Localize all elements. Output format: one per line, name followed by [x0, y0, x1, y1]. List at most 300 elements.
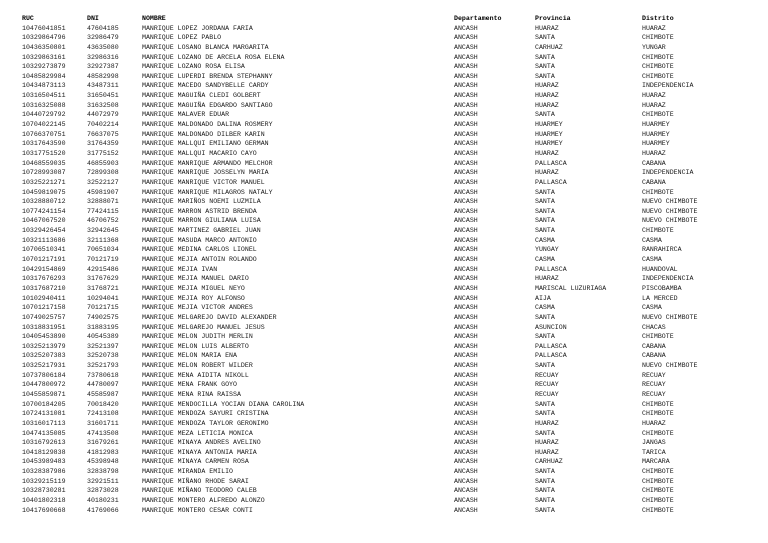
- cell-ruc: 10329864796: [22, 34, 66, 42]
- cell-dni: 46706752: [87, 217, 119, 225]
- cell-departamento: ANCASH: [454, 256, 478, 264]
- cell-ruc: 10328387986: [22, 468, 66, 476]
- table-row: [22, 371, 762, 381]
- table-row: [22, 323, 762, 333]
- cell-nombre: MANRIQUE LOZANO DE ARCELA ROSA ELENA: [142, 53, 285, 61]
- cell-nombre: MANRIQUE MEJIA ANTOIN ROLANDO: [142, 256, 257, 264]
- cell-dni: 32921511: [87, 477, 119, 485]
- cell-provincia: SANTA: [535, 497, 555, 505]
- cell-departamento: ANCASH: [454, 207, 478, 215]
- cell-departamento: ANCASH: [454, 371, 478, 379]
- cell-ruc: 10321113686: [22, 236, 66, 244]
- cell-distrito: CHIMBOTE: [642, 333, 674, 341]
- table-row: [22, 236, 762, 246]
- cell-departamento: ANCASH: [454, 333, 478, 341]
- table-header-row: [22, 14, 762, 24]
- cell-departamento: ANCASH: [454, 448, 478, 456]
- cell-provincia: SANTA: [535, 333, 555, 341]
- cell-provincia: ASUNCION: [535, 323, 567, 331]
- cell-nombre: MANRIQUE MINAYA CARMEN ROSA: [142, 458, 249, 466]
- cell-ruc: 10325207383: [22, 352, 66, 360]
- cell-provincia: SANTA: [535, 362, 555, 370]
- cell-provincia: HUARAZ: [535, 169, 559, 177]
- cell-dni: 70651034: [87, 246, 119, 254]
- cell-ruc: 10455859871: [22, 390, 66, 398]
- table-row: [22, 429, 762, 439]
- header-ruc: RUC: [22, 15, 34, 22]
- header-dni: DNI: [87, 15, 99, 22]
- cell-nombre: MANRIQUE MENA AIDITA NIKOLL: [142, 371, 249, 379]
- cell-nombre: MANRIQUE MINAYA ANTONIA MARIA: [142, 448, 257, 456]
- cell-provincia: SANTA: [535, 400, 555, 408]
- cell-provincia: HUARAZ: [535, 149, 559, 157]
- cell-distrito: CHIMBOTE: [642, 497, 674, 505]
- cell-departamento: ANCASH: [454, 362, 478, 370]
- cell-dni: 47413508: [87, 429, 119, 437]
- cell-nombre: MANRIQUE MEJIA VICTOR ANDRES: [142, 304, 253, 312]
- header-provincia: Provincia: [535, 15, 571, 22]
- cell-provincia: SANTA: [535, 53, 555, 61]
- table-row: [22, 477, 762, 487]
- cell-dni: 41812983: [87, 448, 119, 456]
- taxpayer-table: [22, 14, 762, 515]
- cell-dni: 31764359: [87, 140, 119, 148]
- cell-provincia: SANTA: [535, 487, 555, 495]
- cell-provincia: SANTA: [535, 188, 555, 196]
- cell-distrito: CHIMBOTE: [642, 410, 674, 418]
- cell-dni: 74902575: [87, 313, 119, 321]
- cell-ruc: 10325213979: [22, 342, 66, 350]
- cell-dni: 32520738: [87, 352, 119, 360]
- cell-departamento: ANCASH: [454, 294, 478, 302]
- cell-nombre: MANRIQUE MENA FRANK GOYO: [142, 381, 237, 389]
- cell-ruc: 10317676293: [22, 275, 66, 283]
- table-row: [22, 294, 762, 304]
- table-row: [22, 400, 762, 410]
- cell-provincia: SANTA: [535, 111, 555, 119]
- cell-departamento: ANCASH: [454, 458, 478, 466]
- cell-provincia: PALLASCA: [535, 352, 567, 360]
- cell-dni: 72899308: [87, 169, 119, 177]
- cell-distrito: RECUAY: [642, 390, 666, 398]
- cell-ruc: 10476041851: [22, 24, 66, 32]
- cell-dni: 40180231: [87, 497, 119, 505]
- cell-ruc: 10436350801: [22, 43, 66, 51]
- cell-departamento: ANCASH: [454, 101, 478, 109]
- cell-distrito: LA MERCED: [642, 294, 678, 302]
- cell-departamento: ANCASH: [454, 188, 478, 196]
- cell-dni: 31632508: [87, 101, 119, 109]
- cell-dni: 31767629: [87, 275, 119, 283]
- cell-dni: 10294041: [87, 294, 119, 302]
- cell-nombre: MANRIQUE LOPEZ JORDANA FARIA: [142, 24, 253, 32]
- cell-distrito: JANGAS: [642, 439, 666, 447]
- table-row: [22, 351, 762, 361]
- cell-departamento: ANCASH: [454, 265, 478, 273]
- header-distrito: Distrito: [642, 15, 674, 22]
- table-row: [22, 24, 762, 34]
- cell-provincia: SANTA: [535, 429, 555, 437]
- cell-ruc: 10316325088: [22, 101, 66, 109]
- table-row: [22, 207, 762, 217]
- cell-distrito: HUARAZ: [642, 24, 666, 32]
- cell-provincia: HUARAZ: [535, 419, 559, 427]
- cell-dni: 45981907: [87, 188, 119, 196]
- cell-departamento: ANCASH: [454, 169, 478, 177]
- cell-distrito: CHACAS: [642, 323, 666, 331]
- cell-distrito: CHIMBOTE: [642, 34, 674, 42]
- cell-ruc: 10328730281: [22, 487, 66, 495]
- cell-ruc: 10329215119: [22, 477, 66, 485]
- cell-ruc: 10318831951: [22, 323, 66, 331]
- cell-distrito: CHIMBOTE: [642, 400, 674, 408]
- cell-ruc: 10467067520: [22, 217, 66, 225]
- cell-dni: 31883195: [87, 323, 119, 331]
- cell-nombre: MANRIQUE MENDOZA SAYURI CRISTINA: [142, 410, 269, 418]
- cell-nombre: MANRIQUE MAGUIÑA EDGARDO SANTIAGO: [142, 101, 273, 109]
- cell-provincia: HUARMEY: [535, 140, 563, 148]
- cell-nombre: MANRIQUE MASUDA MARCO ANTONIO: [142, 236, 257, 244]
- cell-nombre: MANRIQUE MARIÑOS NOEMI LUZMILA: [142, 198, 261, 206]
- cell-provincia: HUARAZ: [535, 24, 559, 32]
- cell-ruc: 10325217931: [22, 362, 66, 370]
- cell-distrito: CHIMBOTE: [642, 487, 674, 495]
- table-row: [22, 506, 762, 516]
- cell-provincia: RECUAY: [535, 390, 559, 398]
- cell-dni: 77424115: [87, 207, 119, 215]
- cell-nombre: MANRIQUE MIÑANO TEODORO CALEB: [142, 487, 257, 495]
- table-row: [22, 245, 762, 255]
- cell-distrito: RECUAY: [642, 371, 666, 379]
- cell-departamento: ANCASH: [454, 419, 478, 427]
- cell-departamento: ANCASH: [454, 487, 478, 495]
- cell-distrito: CHIMBOTE: [642, 188, 674, 196]
- cell-nombre: MANRIQUE MELON LUIS ALBERTO: [142, 342, 249, 350]
- cell-provincia: SANTA: [535, 63, 555, 71]
- cell-dni: 45585987: [87, 390, 119, 398]
- cell-nombre: MANRIQUE LOSANO BLANCA MARGARITA: [142, 43, 269, 51]
- table-row: [22, 72, 762, 82]
- cell-ruc: 10440729792: [22, 111, 66, 119]
- cell-distrito: YUNGAR: [642, 43, 666, 51]
- cell-departamento: ANCASH: [454, 304, 478, 312]
- cell-departamento: ANCASH: [454, 121, 478, 129]
- cell-nombre: MANRIQUE MELGAREJO DAVID ALEXANDER: [142, 313, 277, 321]
- cell-dni: 32873028: [87, 487, 119, 495]
- cell-departamento: ANCASH: [454, 92, 478, 100]
- table-row: [22, 342, 762, 352]
- cell-dni: 48582998: [87, 72, 119, 80]
- cell-ruc: 10468559035: [22, 159, 66, 167]
- cell-distrito: INDEPENDENCIA: [642, 82, 694, 90]
- cell-provincia: CARHUAZ: [535, 43, 563, 51]
- cell-distrito: HUARMEY: [642, 130, 670, 138]
- cell-dni: 32521397: [87, 342, 119, 350]
- cell-dni: 44072979: [87, 111, 119, 119]
- cell-departamento: ANCASH: [454, 468, 478, 476]
- cell-nombre: MANRIQUE MIÑANO RHODE SARAI: [142, 477, 249, 485]
- cell-distrito: CHIMBOTE: [642, 53, 674, 61]
- cell-departamento: ANCASH: [454, 43, 478, 51]
- cell-distrito: CHIMBOTE: [642, 72, 674, 80]
- cell-nombre: MANRIQUE MANRIQUE MILAGROS NATALY: [142, 188, 273, 196]
- cell-dni: 32111368: [87, 236, 119, 244]
- cell-provincia: PALLASCA: [535, 178, 567, 186]
- table-row: [22, 448, 762, 458]
- cell-dni: 31775152: [87, 149, 119, 157]
- cell-nombre: MANRIQUE MALLQUI EMILIANO GERMAN: [142, 140, 269, 148]
- cell-departamento: ANCASH: [454, 159, 478, 167]
- cell-distrito: HUARMEY: [642, 121, 670, 129]
- cell-ruc: 10474135085: [22, 429, 66, 437]
- header-nombre: NOMBRE: [142, 15, 166, 22]
- cell-nombre: MANRIQUE MEJIA ROY ALFONSO: [142, 294, 245, 302]
- table-row: [22, 419, 762, 429]
- cell-ruc: 10401802318: [22, 497, 66, 505]
- cell-departamento: ANCASH: [454, 198, 478, 206]
- table-row: [22, 216, 762, 226]
- cell-distrito: INDEPENDENCIA: [642, 275, 694, 283]
- cell-departamento: ANCASH: [454, 497, 478, 505]
- cell-provincia: RECUAY: [535, 371, 559, 379]
- cell-distrito: INDEPENDENCIA: [642, 169, 694, 177]
- cell-ruc: 10700184205: [22, 400, 66, 408]
- cell-nombre: MANRIQUE MELON ROBERT WILDER: [142, 362, 253, 370]
- cell-provincia: HUARAZ: [535, 448, 559, 456]
- table-row: [22, 361, 762, 371]
- cell-nombre: MANRIQUE MARRON GIULIANA LUISA: [142, 217, 261, 225]
- cell-provincia: PALLASCA: [535, 159, 567, 167]
- cell-dni: 32942645: [87, 227, 119, 235]
- cell-departamento: ANCASH: [454, 53, 478, 61]
- table-row: [22, 43, 762, 53]
- cell-provincia: SANTA: [535, 34, 555, 42]
- cell-dni: 31650451: [87, 92, 119, 100]
- cell-nombre: MANRIQUE MALLQUI MACARIO CAYO: [142, 149, 257, 157]
- cell-distrito: HUARAZ: [642, 419, 666, 427]
- cell-dni: 42915486: [87, 265, 119, 273]
- cell-provincia: CASMA: [535, 256, 555, 264]
- cell-dni: 70121719: [87, 256, 119, 264]
- cell-nombre: MANRIQUE LOPEZ PABLO: [142, 34, 222, 42]
- cell-ruc: 10724131081: [22, 410, 66, 418]
- cell-distrito: CASMA: [642, 304, 662, 312]
- cell-ruc: 10316792613: [22, 439, 66, 447]
- cell-distrito: CHIMBOTE: [642, 468, 674, 476]
- cell-dni: 32521793: [87, 362, 119, 370]
- table-row: [22, 265, 762, 275]
- cell-nombre: MANRIQUE MARTINEZ GABRIEL JUAN: [142, 227, 261, 235]
- cell-nombre: MANRIQUE MENDOCILLA YOCIAN DIANA CAROLINA: [142, 400, 305, 408]
- cell-distrito: CASMA: [642, 256, 662, 264]
- cell-provincia: HUARAZ: [535, 101, 559, 109]
- cell-dni: 70402214: [87, 121, 119, 129]
- table-row: [22, 33, 762, 43]
- cell-nombre: MANRIQUE MIRANDA EMILIO: [142, 468, 234, 476]
- cell-distrito: CABANA: [642, 342, 666, 350]
- cell-ruc: 10102940411: [22, 294, 66, 302]
- cell-departamento: ANCASH: [454, 275, 478, 283]
- table-row: [22, 284, 762, 294]
- table-row: [22, 255, 762, 265]
- cell-distrito: NUEVO CHIMBOTE: [642, 362, 698, 370]
- cell-nombre: MANRIQUE MARRON ASTRID BRENDA: [142, 207, 257, 215]
- cell-nombre: MANRIQUE MENDOZA TAYLOR GERONIMO: [142, 419, 269, 427]
- cell-nombre: MANRIQUE MEZA LETICIA MONICA: [142, 429, 253, 437]
- cell-departamento: ANCASH: [454, 34, 478, 42]
- cell-dni: 32838798: [87, 468, 119, 476]
- cell-distrito: TARICA: [642, 448, 666, 456]
- cell-nombre: MANRIQUE MENA RINA RAISSA: [142, 390, 241, 398]
- cell-provincia: CASMA: [535, 236, 555, 244]
- cell-nombre: MANRIQUE MELON MARIA ENA: [142, 352, 237, 360]
- cell-dni: 31679261: [87, 439, 119, 447]
- cell-ruc: 10774241154: [22, 207, 66, 215]
- cell-ruc: 10329426454: [22, 227, 66, 235]
- cell-nombre: MANRIQUE MONTERO CESAR CONTI: [142, 506, 253, 514]
- cell-provincia: HUARMEY: [535, 121, 563, 129]
- cell-ruc: 10328880712: [22, 198, 66, 206]
- cell-ruc: 10316504511: [22, 92, 66, 100]
- cell-ruc: 10316017113: [22, 419, 66, 427]
- cell-departamento: ANCASH: [454, 506, 478, 514]
- cell-provincia: HUARAZ: [535, 439, 559, 447]
- cell-distrito: NUEVO CHIMBOTE: [642, 198, 698, 206]
- cell-departamento: ANCASH: [454, 63, 478, 71]
- table-row: [22, 467, 762, 477]
- cell-dni: 45398948: [87, 458, 119, 466]
- table-row: [22, 390, 762, 400]
- cell-distrito: CHIMBOTE: [642, 429, 674, 437]
- cell-departamento: ANCASH: [454, 400, 478, 408]
- cell-departamento: ANCASH: [454, 130, 478, 138]
- cell-dni: 32522127: [87, 178, 119, 186]
- cell-ruc: 10704022145: [22, 121, 66, 129]
- table-row: [22, 303, 762, 313]
- cell-nombre: MANRIQUE MANRIQUE VICTOR MANUEL: [142, 178, 265, 186]
- cell-departamento: ANCASH: [454, 72, 478, 80]
- cell-ruc: 10453989483: [22, 458, 66, 466]
- cell-nombre: MANRIQUE MEJIA MIGUEL NEYO: [142, 284, 245, 292]
- cell-ruc: 10405453890: [22, 333, 66, 341]
- cell-nombre: MANRIQUE LUPERDI BRENDA STEPHANNY: [142, 72, 273, 80]
- cell-departamento: ANCASH: [454, 236, 478, 244]
- table-row: [22, 409, 762, 419]
- cell-provincia: HUARAZ: [535, 82, 559, 90]
- cell-provincia: AIJA: [535, 294, 551, 302]
- cell-distrito: HUARAZ: [642, 92, 666, 100]
- cell-ruc: 10329273879: [22, 63, 66, 71]
- cell-provincia: HUARAZ: [535, 92, 559, 100]
- cell-provincia: SANTA: [535, 198, 555, 206]
- cell-distrito: PISCOBAMBA: [642, 284, 682, 292]
- cell-provincia: SANTA: [535, 477, 555, 485]
- cell-departamento: ANCASH: [454, 410, 478, 418]
- cell-distrito: NUEVO CHIMBOTE: [642, 217, 698, 225]
- cell-departamento: ANCASH: [454, 217, 478, 225]
- cell-departamento: ANCASH: [454, 246, 478, 254]
- cell-dni: 47604185: [87, 24, 119, 32]
- cell-departamento: ANCASH: [454, 140, 478, 148]
- cell-departamento: ANCASH: [454, 24, 478, 32]
- cell-ruc: 10737806184: [22, 371, 66, 379]
- cell-provincia: SANTA: [535, 506, 555, 514]
- cell-ruc: 10701217158: [22, 304, 66, 312]
- cell-dni: 32927387: [87, 63, 119, 71]
- cell-ruc: 10317687210: [22, 284, 66, 292]
- cell-nombre: MANRIQUE MALDONADO DALINA ROSMERY: [142, 121, 273, 129]
- cell-distrito: NUEVO CHIMBOTE: [642, 207, 698, 215]
- cell-provincia: MARISCAL LUZURIAGA: [535, 284, 607, 292]
- cell-distrito: CASMA: [642, 236, 662, 244]
- cell-ruc: 10485829984: [22, 72, 66, 80]
- cell-departamento: ANCASH: [454, 313, 478, 321]
- cell-provincia: SANTA: [535, 207, 555, 215]
- cell-departamento: ANCASH: [454, 111, 478, 119]
- cell-ruc: 10459819075: [22, 188, 66, 196]
- table-row: [22, 178, 762, 188]
- cell-nombre: MANRIQUE MAGUIÑA CLEDI GOLBERT: [142, 92, 261, 100]
- cell-distrito: CABANA: [642, 178, 666, 186]
- cell-ruc: 10317643590: [22, 140, 66, 148]
- cell-distrito: CHIMBOTE: [642, 111, 674, 119]
- header-departamento: Departamento: [454, 15, 502, 22]
- table-row: [22, 332, 762, 342]
- table-row: [22, 81, 762, 91]
- cell-nombre: MANRIQUE MELON JUDITH MERLIN: [142, 333, 253, 341]
- cell-provincia: SANTA: [535, 410, 555, 418]
- cell-provincia: SANTA: [535, 313, 555, 321]
- cell-ruc: 10728993087: [22, 169, 66, 177]
- table-row: [22, 274, 762, 284]
- cell-provincia: RECUAY: [535, 381, 559, 389]
- table-row: [22, 380, 762, 390]
- cell-nombre: MANRIQUE MONTERO ALFREDO ALONZO: [142, 497, 265, 505]
- cell-dni: 70018420: [87, 400, 119, 408]
- cell-distrito: CHIMBOTE: [642, 227, 674, 235]
- cell-dni: 72413108: [87, 410, 119, 418]
- cell-ruc: 10418129838: [22, 448, 66, 456]
- cell-dni: 40545389: [87, 333, 119, 341]
- cell-nombre: MANRIQUE MELGAREJO MANUEL JESUS: [142, 323, 265, 331]
- cell-distrito: HUANDOVAL: [642, 265, 678, 273]
- cell-departamento: ANCASH: [454, 323, 478, 331]
- cell-dni: 43635080: [87, 43, 119, 51]
- cell-ruc: 10766370751: [22, 130, 66, 138]
- cell-departamento: ANCASH: [454, 82, 478, 90]
- cell-nombre: MANRIQUE MALAVER EDUAR: [142, 111, 230, 119]
- cell-departamento: ANCASH: [454, 227, 478, 235]
- cell-distrito: CHIMBOTE: [642, 63, 674, 71]
- cell-provincia: CARHUAZ: [535, 458, 563, 466]
- cell-distrito: CHIMBOTE: [642, 506, 674, 514]
- table-row: [22, 120, 762, 130]
- cell-distrito: CABANA: [642, 159, 666, 167]
- cell-dni: 32888071: [87, 198, 119, 206]
- cell-provincia: PALLASCA: [535, 265, 567, 273]
- cell-departamento: ANCASH: [454, 477, 478, 485]
- table-row: [22, 438, 762, 448]
- cell-dni: 43487311: [87, 82, 119, 90]
- cell-nombre: MANRIQUE MANRIQUE ARMANDO MELCHOR: [142, 159, 273, 167]
- cell-distrito: CABANA: [642, 352, 666, 360]
- cell-dni: 76637075: [87, 130, 119, 138]
- cell-distrito: HUARAZ: [642, 149, 666, 157]
- cell-distrito: NUEVO CHIMBOTE: [642, 313, 698, 321]
- table-row: [22, 457, 762, 467]
- cell-distrito: CHIMBOTE: [642, 477, 674, 485]
- cell-nombre: MANRIQUE MEJIA MANUEL DARIO: [142, 275, 249, 283]
